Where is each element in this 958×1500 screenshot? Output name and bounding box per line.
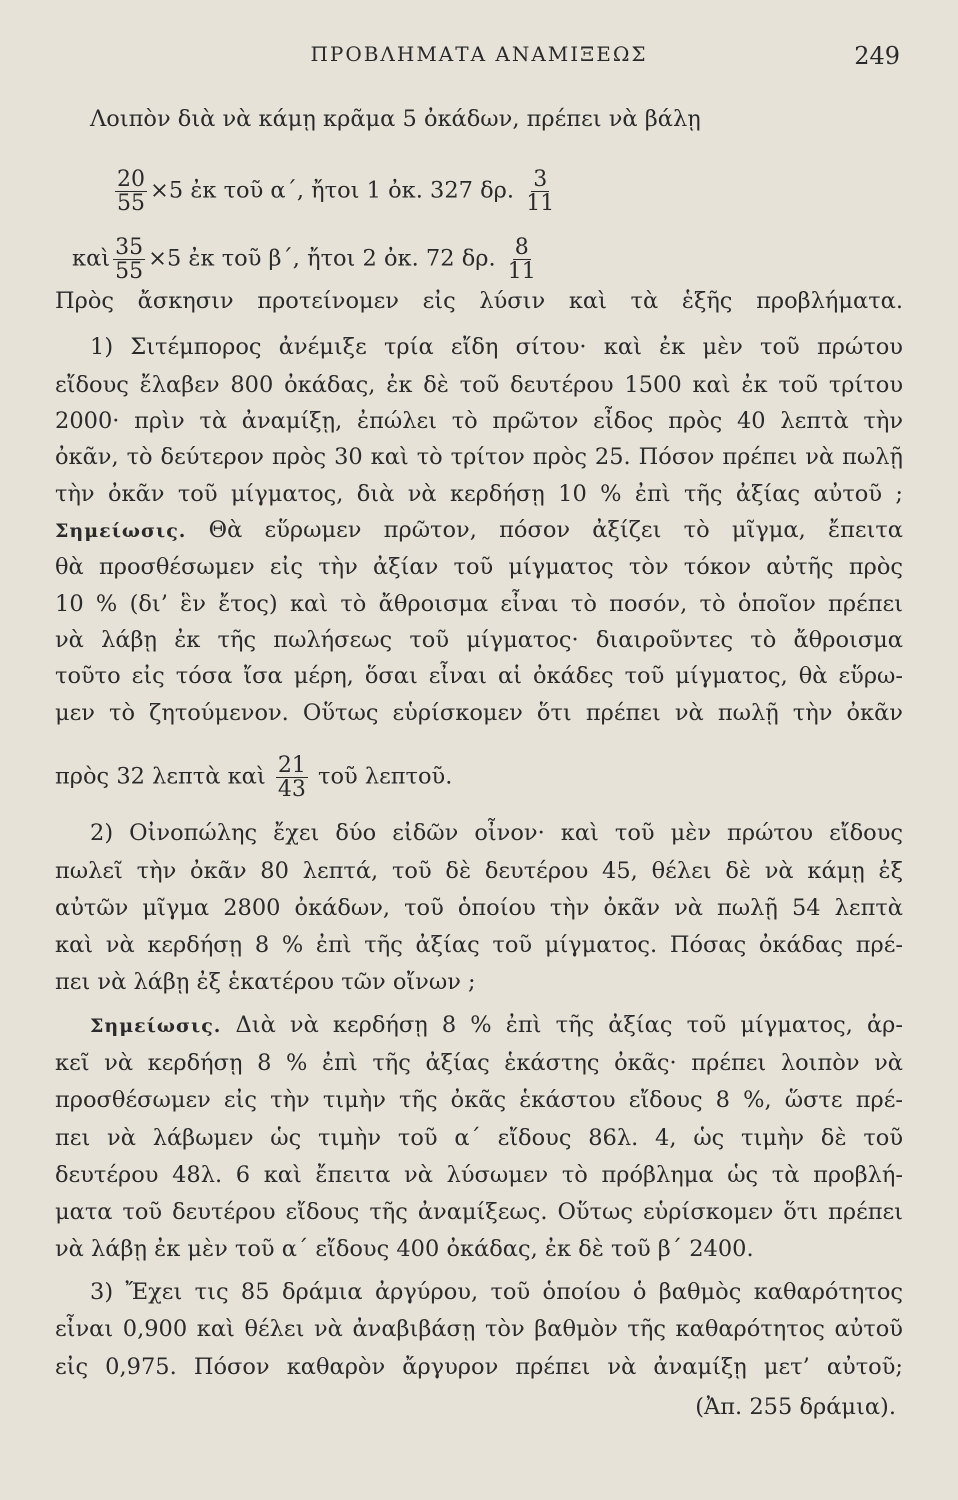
page-number: 249 xyxy=(854,42,900,70)
fraction: $\frac{35}{55}$ xyxy=(115,235,144,285)
note2-line: Σημείωσις. Διὰ νὰ κερδήσῃ 8 % ἐπὶ τῆς ἀξίας τοῦ μίγματος, ἀρ- xyxy=(90,1012,904,1038)
problem3-line: εἶναι 0,900 καὶ θέλει νὰ ἀναβιβάσῃ τὸν βαθμὸν τῆς καθαρότητος αὐτοῦ xyxy=(55,1316,903,1342)
problem2-line: πωλεῖ τὴν ὀκᾶν 80 λεπτά, τοῦ δὲ δευτέρου 45, θέλει δὲ νὰ κάμῃ ἐξ xyxy=(55,858,903,884)
note2-line: νὰ λάβῃ ἐκ μὲν τοῦ α΄ εἴδους 400 ὀκάδας, ἐκ δὲ τοῦ β΄ 2400. xyxy=(55,1236,754,1262)
fraction: $\frac{21}{43}$ xyxy=(277,753,306,803)
problem2-line: αὐτῶν μῖγμα 2800 ὀκάδων, τοῦ ὁποίου τὴν ὀκᾶν νὰ πωλῇ 54 λεπτὰ xyxy=(55,895,903,921)
problem1-line: ὀκᾶν, τὸ δεύτερον πρὸς 30 καὶ τὸ τρίτον πρὸς 25. Πόσον πρέπει νὰ πωλῇ xyxy=(55,444,903,470)
note1-line: νὰ λάβῃ ἐκ τῆς πωλήσεως τοῦ μίγματος· διαιροῦντες τὸ ἄθροισμα xyxy=(55,627,903,653)
note2-line: ματα τοῦ δευτέρου εἴδους τῆς ἀναμίξεως. Οὕτως εὑρίσκομεν ὅτι πρέπει xyxy=(55,1199,903,1225)
note2-line: κεῖ νὰ κερδήσῃ 8 % ἐπὶ τῆς ἀξίας ἑκάστης ὀκᾶς· πρέπει λοιπὸν νὰ xyxy=(55,1050,903,1076)
note-label: Σημείωσις. xyxy=(55,520,187,542)
running-header: ΠΡΟΒΛΗΜΑΤΑ ΑΝΑΜΙΞΕΩΣ xyxy=(310,42,648,66)
fraction: $\frac{8}{11}$ xyxy=(507,235,536,285)
note2-line: δευτέρου 48λ. 6 καὶ ἔπειτα νὰ λύσωμεν τὸ πρόβλημα ὡς τὰ προβλή- xyxy=(55,1162,903,1188)
calc-line-2: καὶ $\frac{35}{55}$ ×5 ἐκ τοῦ β΄, ἤτοι 2 ὀκ. 72 δρ. $\frac{8}{11}$ xyxy=(72,235,536,285)
intro-line: Λοιπὸν διὰ νὰ κάμῃ κρᾶμα 5 ὀκάδων, πρέπει νὰ βάλῃ xyxy=(90,106,701,132)
note2-line: πει νὰ λάβωμεν ὡς τιμὴν τοῦ α΄ εἴδους 86λ. 4, ὡς τιμὴν δὲ τοῦ xyxy=(55,1125,903,1151)
problem1-line: εἴδους ἔλαβεν 800 ὀκάδας, ἐκ δὲ τοῦ δευτέρου 1500 καὶ ἐκ τοῦ τρίτου xyxy=(55,372,903,398)
exercise-intro: Πρὸς ἄσκησιν προτείνομεν εἰς λύσιν καὶ τὰ ἑξῆς προβλήματα. xyxy=(55,288,903,314)
problem1-line: τὴν ὀκᾶν τοῦ μίγματος, διὰ νὰ κερδήσῃ 10 % ἐπὶ τῆς ἀξίας αὐτοῦ ; xyxy=(55,481,903,507)
note1-line: τοῦτο εἰς τόσα ἴσα μέρη, ὅσαι εἶναι αἱ ὀκάδες τοῦ μίγματος, θὰ εὕρω- xyxy=(55,663,903,689)
note1-line: θὰ προσθέσωμεν εἰς τὴν ἀξίαν τοῦ μίγματος τὸν τόκον αὐτῆς πρὸς xyxy=(55,554,903,580)
problem1-line: 1) Σιτέμπορος ἀνέμιξε τρία εἴδη σίτου· καὶ ἐκ μὲν τοῦ πρώτου xyxy=(90,334,903,360)
note2-line: προσθέσωμεν εἰς τὴν τιμὴν τῆς ὀκᾶς ἑκάστου εἴδους 8 %, ὥστε πρέ- xyxy=(55,1087,903,1113)
fraction: $\frac{3}{11}$ xyxy=(526,167,555,217)
problem3-line: 3) Ἔχει τις 85 δράμια ἀργύρου, τοῦ ὁποίου ὁ βαθμὸς καθαρότητος xyxy=(90,1279,903,1305)
fraction: $\frac{20}{55}$ xyxy=(117,167,145,217)
answer: (Ἀπ. 255 δράμια). xyxy=(695,1394,896,1420)
note-label: Σημείωσις. xyxy=(90,1015,222,1037)
problem2-line: 2) Οἰνοπώλης ἔχει δύο εἰδῶν οἶνον· καὶ τοῦ μὲν πρώτου εἴδους xyxy=(90,820,903,846)
calc-line-1: $\frac{20}{55}$ ×5 ἐκ τοῦ α΄, ἤτοι 1 ὀκ. 327 δρ. $\frac{3}{11}$ xyxy=(117,167,555,217)
problem2-line: πει νὰ λάβῃ ἐξ ἑκατέρου τῶν οἴνων ; xyxy=(55,969,476,995)
problem1-line: 2000· πρὶν τὰ ἀναμίξῃ, ἐπώλει τὸ πρῶτον εἶδος πρὸς 40 λεπτὰ τὴν xyxy=(55,408,903,434)
problem2-line: καὶ νὰ κερδήσῃ 8 % ἐπὶ τῆς ἀξίας τοῦ μίγματος. Πόσας ὀκάδας πρέ- xyxy=(55,932,903,958)
note1-line: Σημείωσις. Θὰ εὕρωμεν πρῶτον, πόσον ἀξίζει τὸ μῖγμα, ἔπειτα xyxy=(55,517,904,543)
problem3-line: εἰς 0,975. Πόσον καθαρὸν ἄργυρον πρέπει νὰ ἀναμίξῃ μετ’ αὐτοῦ; xyxy=(55,1354,903,1380)
note1-line: 10 % (δι’ ἓν ἔτος) καὶ τὸ ἄθροισμα εἶναι τὸ ποσόν, τὸ ὁποῖον πρέπει xyxy=(55,591,903,617)
note1-result: πρὸς 32 λεπτὰ καὶ $\frac{21}{43}$ τοῦ λεπτοῦ. xyxy=(55,753,453,803)
note1-line: μεν τὸ ζητούμενον. Οὕτως εὑρίσκομεν ὅτι πρέπει νὰ πωλῇ τὴν ὀκᾶν xyxy=(55,700,903,726)
